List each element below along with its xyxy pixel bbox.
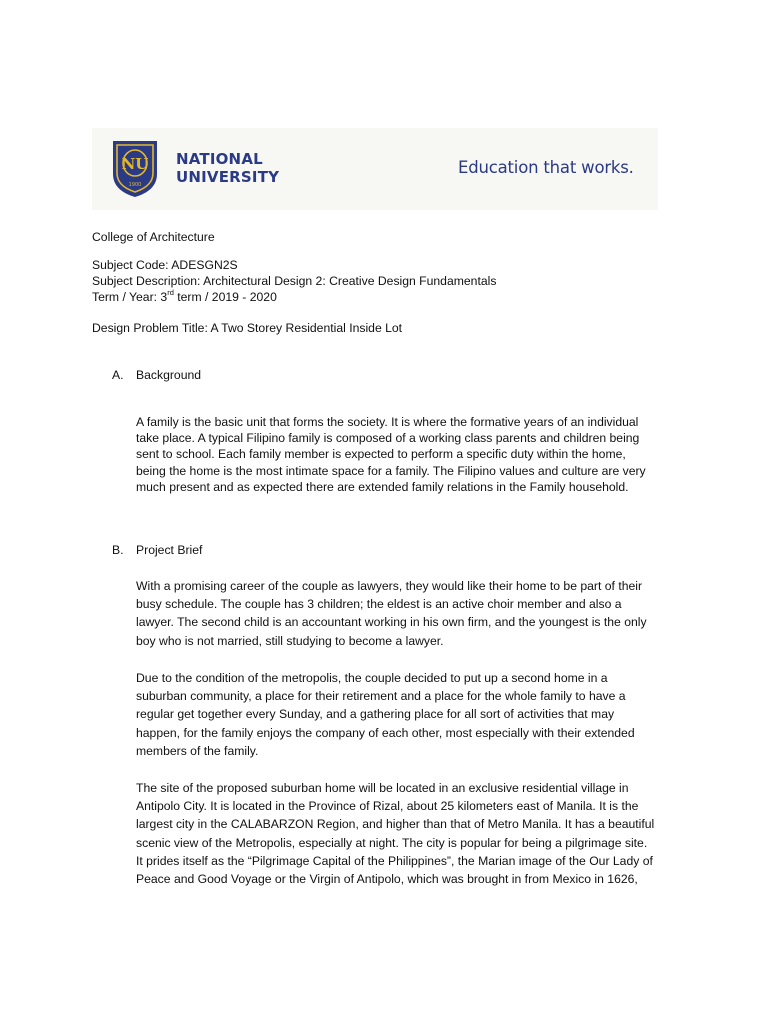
background-line: sent to school. Each family member is expected to perform a specific duty within the home,	[136, 447, 626, 462]
brief-line: scenic view of the Metropolis, especially at night. The city is popular for being a pilgrimage site.	[136, 835, 648, 850]
university-name-line2: UNIVERSITY	[176, 168, 280, 186]
university-name-line1: NATIONAL	[176, 150, 263, 168]
university-banner	[92, 128, 658, 210]
term-suffix: term / 2019 - 2020	[173, 290, 277, 304]
section-b-marker: B.	[112, 543, 124, 557]
background-line: much present and as expected there are extended family relations in the Family household.	[136, 479, 629, 494]
background-line: being the home is the most intimate space for a family. The Filipino values and culture are very	[136, 463, 646, 478]
brief-line: lawyer. The second child is an accountant working in his own firm, and the youngest is the only	[136, 615, 647, 630]
university-crest-logo	[110, 138, 160, 198]
section-a-marker: A.	[112, 368, 124, 382]
background-paragraph	[136, 414, 656, 495]
section-b-title: Project Brief	[136, 543, 203, 557]
brief-paragraph-1	[136, 577, 656, 650]
college-name: College of Architecture	[92, 230, 215, 244]
brief-line: With a promising career of the couple as lawyers, they would like their home to be part of their	[136, 579, 643, 593]
term-superscript: rd	[167, 287, 174, 297]
university-name	[176, 150, 279, 186]
brief-paragraph-2	[136, 669, 656, 760]
brief-paragraph-3	[136, 779, 656, 888]
subject-description: Subject Description: Architectural Design 2: Creative Design Fundamentals	[92, 274, 497, 288]
design-problem-label: Design Problem Title:	[92, 321, 211, 335]
brief-line: happen, for the family enjoys the company of each other, most especially with their extended	[136, 725, 635, 740]
brief-line: Due to the condition of the metropolis, the couple decided to put up a second home in a	[136, 671, 608, 685]
crest-letters: NU	[121, 155, 149, 173]
crest-year: 1900	[128, 182, 142, 188]
brief-line: It prides itself as the “Pilgrimage Capital of the Philippines”, the Marian image of the Our Lady of	[136, 853, 653, 868]
brief-line: suburban community, a place for their retirement and a place for the whole family to have a	[136, 689, 626, 704]
brief-line: Peace and Good Voyage or the Virgin of Antipolo, which was brought in from Mexico in 1626,	[136, 872, 638, 887]
brief-line: The site of the proposed suburban home will be located in an exclusive residential village in	[136, 781, 629, 795]
background-line: take place. A typical Filipino family is composed of a working class parents and children being	[136, 431, 640, 446]
brief-line: members of the family.	[136, 743, 259, 758]
term-prefix: Term / Year: 3	[92, 290, 168, 304]
subject-code: Subject Code: ADESGN2S	[92, 258, 238, 272]
university-tagline: Education that works.	[458, 158, 634, 177]
background-line: A family is the basic unit that forms the society. It is where the formative years of an individual	[136, 415, 639, 429]
brief-line: regular get together every Sunday, and a gathering place for all sort of activities that may	[136, 707, 615, 722]
brief-line: largest city in the CALABARZON Region, and higher than that of Metro Manila. It has a beautiful	[136, 817, 655, 832]
term-year	[92, 289, 277, 305]
design-problem-title	[92, 320, 402, 336]
brief-line: boy who is not married, still studying to become a lawyer.	[136, 633, 444, 648]
design-problem-value: A Two Storey Residential Inside Lot	[210, 321, 403, 335]
brief-line: busy schedule. The couple has 3 children; the eldest is an active choir member and also a	[136, 597, 622, 612]
section-a-title: Background	[136, 368, 202, 382]
brief-line: Antipolo City. It is located in the Province of Rizal, about 25 kilometers east of Manila. It is the	[136, 799, 639, 814]
